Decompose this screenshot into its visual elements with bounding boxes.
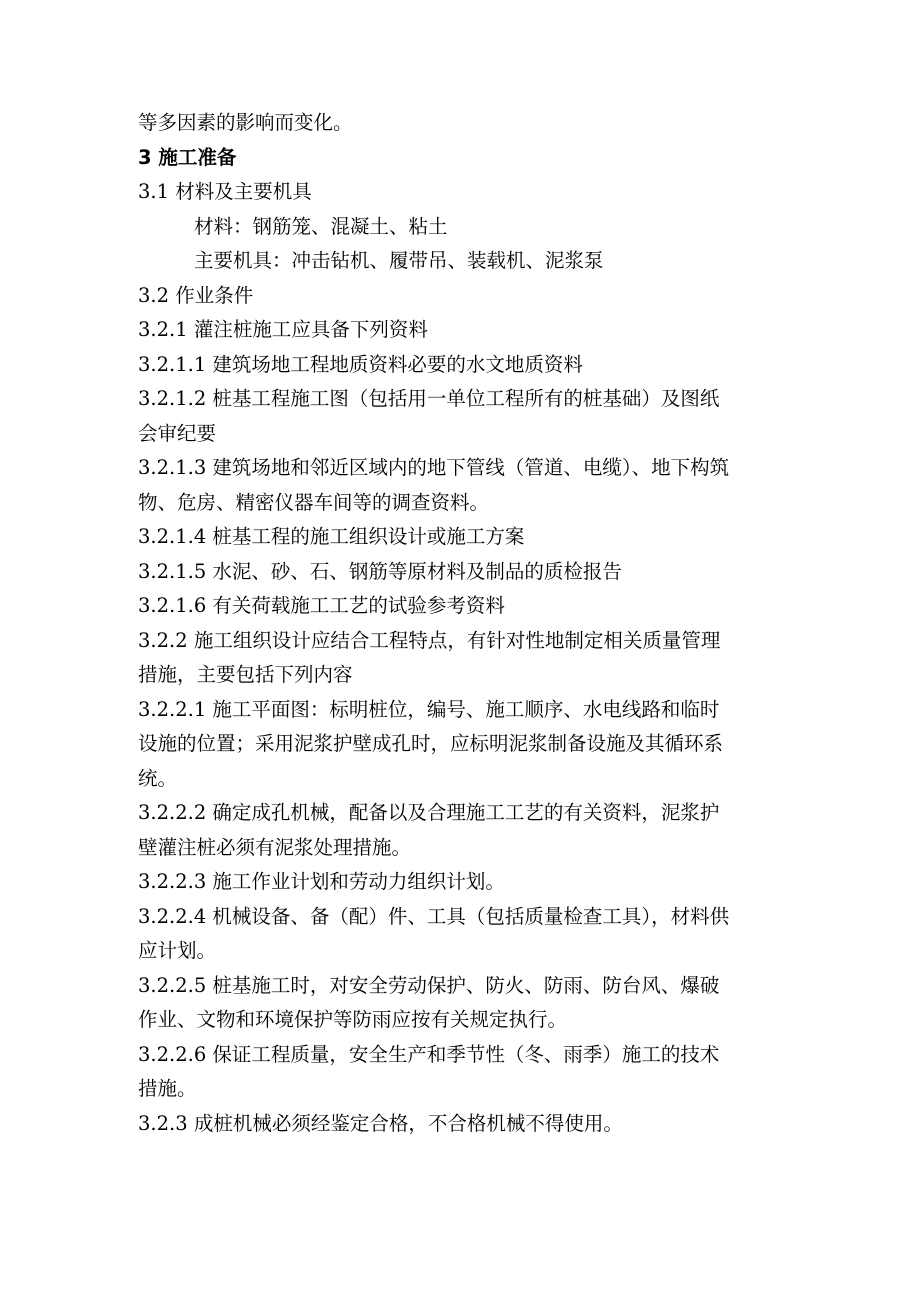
paragraph-line: 3.2.2.6 保证工程质量，安全生产和季节性（冬、雨季）施工的技术 bbox=[138, 1042, 720, 1066]
paragraph-line: 措施。 bbox=[138, 1077, 197, 1100]
paragraph-line: 壁灌注桩必须有泥浆处理措施。 bbox=[138, 835, 412, 859]
paragraph-line: 3.2.2.1 施工平面图：标明桩位，编号、施工顺序、水电线路和临时 bbox=[138, 697, 720, 721]
item-3-2-1-4: 3.2.1.4 桩基工程的施工组织设计或施工方案 bbox=[138, 525, 525, 548]
item-3-2-3: 3.2.3 成桩机械必须经鉴定合格，不合格机械不得使用。 bbox=[138, 1111, 623, 1135]
paragraph-line: 3.2.2.2 确定成孔机械，配备以及合理施工工艺的有关资料，泥浆护 bbox=[138, 801, 720, 824]
section-heading-3: 3 施工准备 bbox=[138, 145, 237, 169]
item-3-2-2-2 bbox=[138, 796, 788, 865]
item-3-2-2-6 bbox=[138, 1038, 788, 1107]
paragraph-line: 3.2.1.2 桩基工程施工图（包括用一单位工程所有的桩基础）及图纸 bbox=[138, 387, 720, 410]
item-3-2-2-1 bbox=[138, 693, 788, 797]
paragraph-continuation: 等多因素的影响而变化。 bbox=[138, 111, 353, 134]
paragraph-line: 会审纪要 bbox=[138, 421, 217, 445]
subsection-3-2: 3.2 作业条件 bbox=[138, 283, 254, 307]
paragraph-line: 设施的位置；采用泥浆护壁成孔时，应标明泥浆制备设施及其循环系 bbox=[138, 732, 724, 755]
machinery-line: 主要机具：冲击钻机、履带吊、装载机、泥浆泵 bbox=[194, 249, 604, 272]
item-3-2-1-2 bbox=[138, 382, 788, 451]
item-3-2-2-5 bbox=[138, 969, 788, 1038]
item-3-2-1-5: 3.2.1.5 水泥、砂、石、钢筋等原材料及制品的质检报告 bbox=[138, 559, 622, 583]
paragraph-line: 应计划。 bbox=[138, 939, 217, 962]
paragraph-line: 物、危房、精密仪器车间等的调查资料。 bbox=[138, 490, 490, 514]
item-3-2-1: 3.2.1 灌注桩施工应具备下列资料 bbox=[138, 318, 428, 341]
item-3-2-2 bbox=[138, 624, 788, 693]
item-3-2-1-3 bbox=[138, 451, 788, 520]
materials-line: 材料：钢筋笼、混凝土、粘土 bbox=[194, 214, 448, 238]
paragraph-line: 作业、文物和环境保护等防雨应按有关规定执行。 bbox=[138, 1008, 568, 1031]
document-body bbox=[138, 106, 788, 1141]
item-3-2-1-6: 3.2.1.6 有关荷载施工工艺的试验参考资料 bbox=[138, 594, 505, 617]
item-3-2-2-3: 3.2.2.3 施工作业计划和劳动力组织计划。 bbox=[138, 870, 505, 893]
paragraph-line: 3.2.2.5 桩基施工时，对安全劳动保护、防火、防雨、防台风、爆破 bbox=[138, 973, 720, 997]
paragraph-line: 3.2.2 施工组织设计应结合工程特点，有针对性地制定相关质量管理 bbox=[138, 628, 721, 652]
paragraph-line: 统。 bbox=[138, 766, 178, 790]
item-3-2-1-1: 3.2.1.1 建筑场地工程地质资料必要的水文地质资料 bbox=[138, 352, 583, 376]
paragraph-line: 3.2.2.4 机械设备、备（配）件、工具（包括质量检查工具），材料供 bbox=[138, 904, 730, 928]
subsection-3-1: 3.1 材料及主要机具 bbox=[138, 180, 312, 203]
paragraph-line: 3.2.1.3 建筑场地和邻近区域内的地下管线（管道、电缆）、地下构筑 bbox=[138, 456, 730, 479]
item-3-2-2-4 bbox=[138, 900, 788, 969]
paragraph-line: 措施，主要包括下列内容 bbox=[138, 663, 353, 686]
